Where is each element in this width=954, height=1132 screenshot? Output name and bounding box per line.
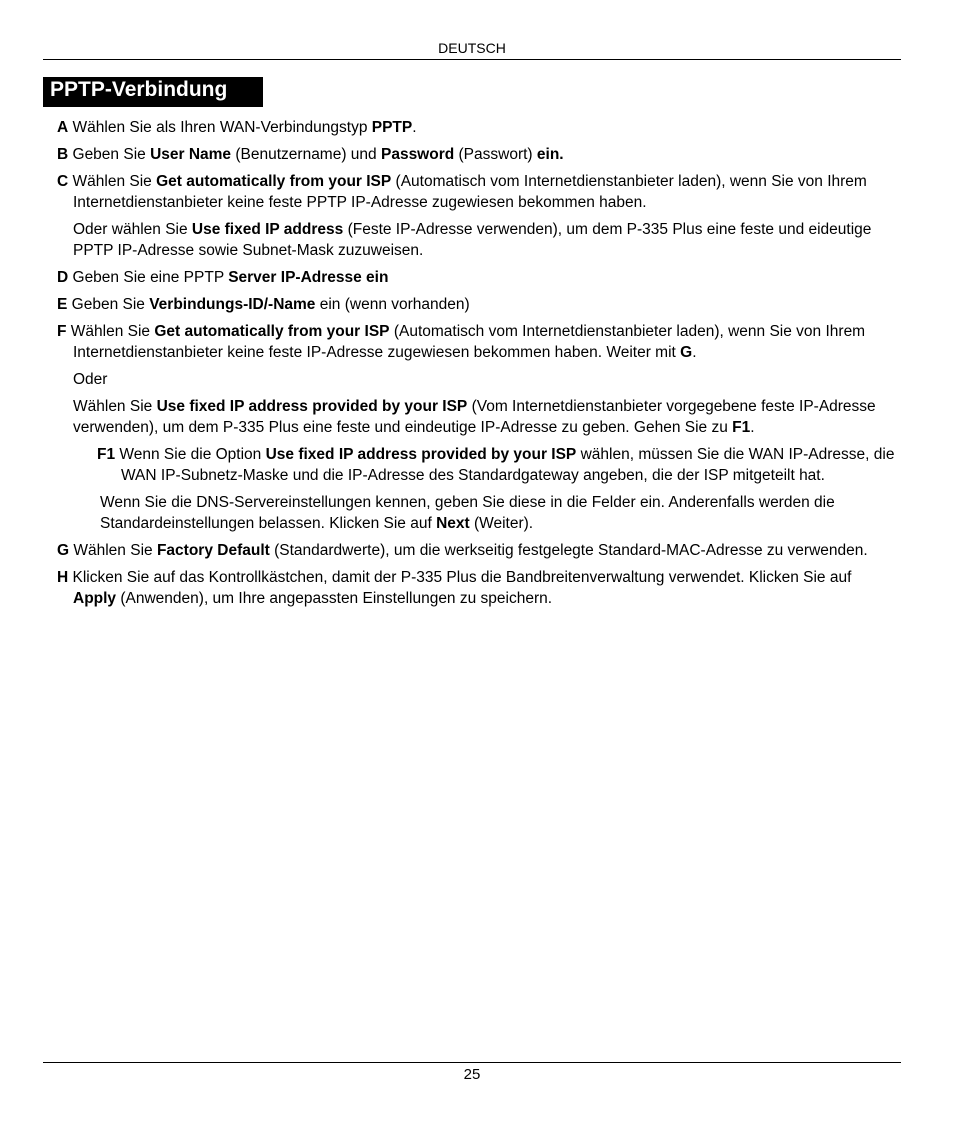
step-h: H Klicken Sie auf das Kontrollkästchen, damit der P-335 Plus die Bandbreitenverwaltung verwendet. Klicken Sie auf Apply (Anwenden), um Ihre angepassten Einstellungen zu speichern. [57,569,852,607]
footer-divider [43,1062,901,1063]
step-g: G Wählen Sie Factory Default (Standardwerte), um die werkseitig festgelegte Standard-MAC-Adresse zu verwenden. [57,542,868,559]
step-c-alternative: Oder wählen Sie Use fixed IP address (Feste IP-Adresse verwenden), um dem P-335 Plus eine feste und eideutige PPTP IP-Adresse sowie Subnet-Mask zuzuweisen. [73,221,872,259]
step-f1: F1 Wenn Sie die Option Use fixed IP address provided by your ISP wählen, müssen Sie die WAN IP-Adresse, die WAN IP-Subnetz-Maske und die IP-Adresse des Standardgateway angeben, die der ISP mitgeteilt hat. [97,446,895,484]
page-number: 25 [463,1066,481,1083]
header-divider [43,59,901,60]
step-letter: C [57,173,69,190]
step-f: F Wählen Sie Get automatically from your ISP (Automatisch vom Internetdienstanbieter laden), wenn Sie von Ihrem Internetdienstanbieter keine feste IP-Adresse zugewiesen bekommen haben. Weiter mit G. [57,323,866,361]
step-letter: H [57,569,69,586]
step-letter: D [57,269,69,286]
step-a: A Wählen Sie als Ihren WAN-Verbindungstyp PPTP. [57,119,417,136]
step-c: C Wählen Sie Get automatically from your ISP (Automatisch vom Internetdienstanbieter laden), wenn Sie von Ihrem Internetdienstanbieter keine feste PPTP IP-Adresse zugewiesen bekommen haben. [57,173,867,211]
step-f-alternative: Wählen Sie Use fixed IP address provided by your ISP (Vom Internetdienstanbieter vorgegebene feste IP-Adresse verwenden), um dem P-335 Plus eine feste und eindeutige IP-Adresse zu geben. Gehen Sie zu F1. [73,398,876,436]
step-d: D Geben Sie eine PPTP Server IP-Adresse ein [57,269,389,286]
step-f-or: Oder [73,371,108,388]
step-e: E Geben Sie Verbindungs-ID/-Name ein (wenn vorhanden) [57,296,470,313]
section-title: PPTP-Verbindung [43,77,263,107]
step-f1-dns: Wenn Sie die DNS-Servereinstellungen kennen, geben Sie diese in die Felder ein. Anderenfalls werden die Standardeinstellungen belassen. Klicken Sie auf Next (Weiter). [100,494,835,532]
step-letter: F1 [97,446,116,463]
step-letter: A [57,119,69,136]
step-letter: B [57,146,69,163]
instructions [57,117,897,615]
header-language: DEUTSCH [438,40,506,56]
step-letter: E [57,296,68,313]
step-letter: G [57,542,70,559]
step-letter: F [57,323,67,340]
step-b: B Geben Sie User Name (Benutzername) und Password (Passwort) ein. [57,146,564,163]
